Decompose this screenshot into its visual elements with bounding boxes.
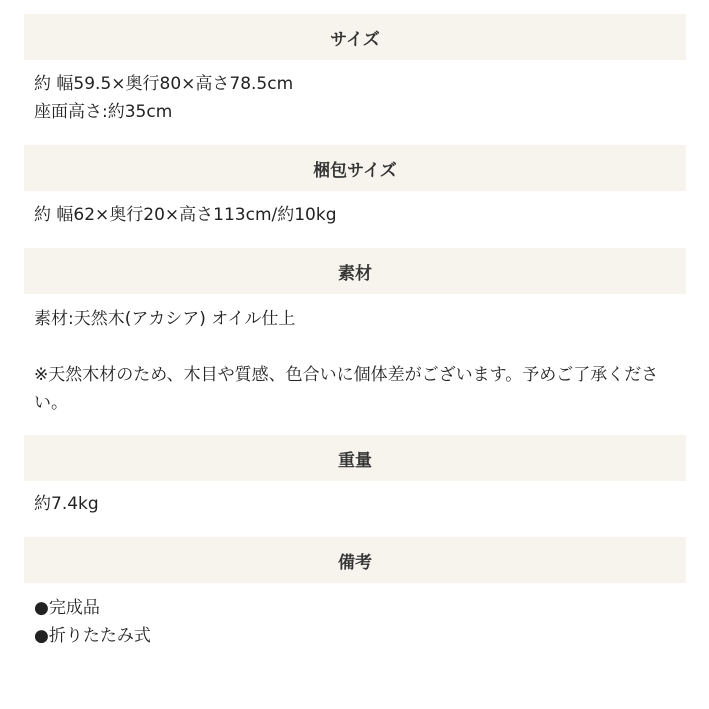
- package-dimensions-text: 約 幅62×奥行20×高さ113cm/約10kg: [34, 205, 337, 225]
- section-title-remarks: 備考: [338, 552, 372, 573]
- size-dimensions-text: 約 幅59.5×奥行80×高さ78.5cm: [34, 74, 294, 94]
- section-header-package-size: [24, 145, 686, 191]
- section-title-material: 素材: [338, 263, 372, 284]
- section-body-size: [34, 70, 694, 126]
- section-body-weight: [34, 490, 694, 518]
- remark-item: ●折りたたみ式: [34, 626, 151, 646]
- section-header-size: [24, 14, 686, 60]
- section-header-weight: [24, 435, 686, 481]
- section-body-package-size: [34, 201, 694, 229]
- material-text: 素材:天然木(アカシア) オイル仕上: [34, 309, 296, 329]
- material-note-text: ※天然木材のため、木目や質感、色合いに個体差がございます。予めご了承ください。: [34, 365, 659, 413]
- remark-item: ●完成品: [34, 598, 100, 618]
- section-header-material: [24, 248, 686, 294]
- seat-height-text: 座面高さ:約35cm: [34, 102, 173, 122]
- section-title-package-size: 梱包サイズ: [313, 160, 397, 181]
- material-note: [34, 361, 689, 417]
- weight-text: 約7.4kg: [34, 494, 99, 514]
- section-body-remarks: [34, 594, 694, 650]
- section-title-weight: 重量: [338, 450, 372, 471]
- section-body-material: [34, 305, 694, 333]
- section-title-size: サイズ: [330, 29, 380, 50]
- section-header-remarks: [24, 537, 686, 583]
